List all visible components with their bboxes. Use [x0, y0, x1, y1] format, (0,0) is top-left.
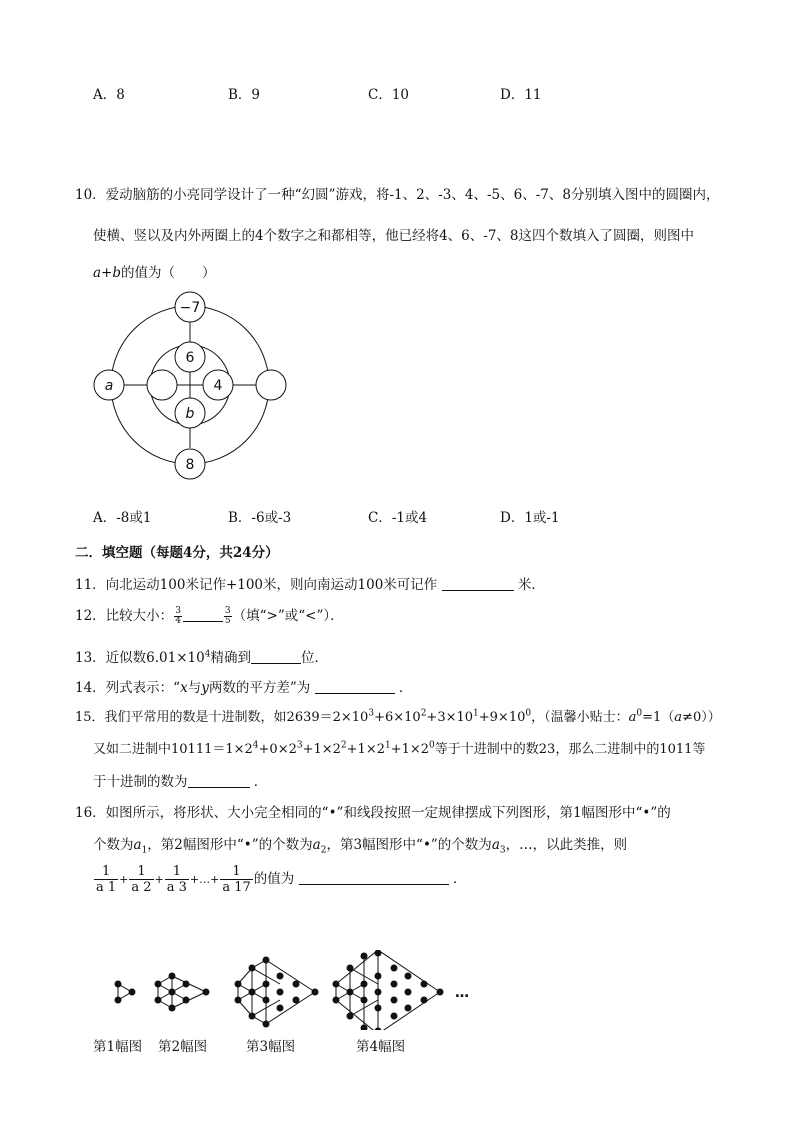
q12-prefix: 12．比较大小： — [75, 608, 174, 624]
q9-option-a: A．8 — [93, 87, 125, 103]
q12-answer-blank[interactable] — [183, 607, 223, 622]
q14-mid2: 两数的平方差”为 — [208, 680, 311, 696]
section-title: 二．填空题（每题4分，共24分） — [75, 545, 279, 561]
q12-fraction-2: $\frac{3}{5}$ — [224, 606, 231, 626]
q14-var-y: y — [201, 680, 209, 696]
figures-ellipsis: … — [455, 985, 469, 1001]
q16-line3-text: 的值为 — [253, 871, 295, 887]
q13-tail: 位． — [300, 650, 328, 666]
q14-prefix: 14．列式表示：“ — [75, 680, 181, 696]
q16-fraction-17: $\frac{1}{a 17}$ — [222, 864, 251, 895]
q16-line2: 个数为$a_1$，第2幅图形中“•”的个数为$a_2$，第3幅图形中“•”的个数为$a_3$，…，以此类推，则 — [93, 837, 628, 856]
q12 — [75, 604, 344, 626]
q16-line3-tail: ． — [452, 871, 467, 887]
q15-line1: 15．我们平常用的数是十进制数，如$2639=2\times 10^3+6\times 10^2+3\times 10^1+9\times 10^0$，（温馨小贴士：$a^0=1(a\ne 0)$） — [75, 708, 721, 725]
q14-tail: ． — [398, 680, 413, 696]
q9-option-b: B．9 — [228, 87, 261, 103]
q13-mid: 精确到 — [210, 650, 251, 666]
caption-figure-1: 第1幅图 — [93, 1039, 143, 1055]
q13-prefix: 13．近似数6.01×10 — [75, 650, 205, 666]
q14-mid1: 与 — [187, 680, 202, 696]
circle-inner-left — [147, 370, 177, 400]
q10-option-c: C．-1或4 — [368, 510, 428, 526]
q13-answer-blank[interactable] — [251, 649, 301, 664]
q16-fraction-3: $\frac{1}{a 3}$ — [166, 864, 187, 895]
circle-inner-bottom-label: b — [185, 406, 195, 422]
q16-line3: $\frac{1}{a 1}$ + $\frac{1}{a 2}$ + $\frac{1}{a 3}$ +…+ $\frac{1}{a 17}$ 的值为 ． — [96, 864, 467, 895]
caption-figure-2: 第2幅图 — [158, 1039, 208, 1055]
circle-left-label: a — [104, 378, 114, 394]
q15-line3-text: 于十进制的数为 — [93, 774, 188, 790]
figure-1 — [115, 981, 135, 1003]
circle-top-label: −7 — [179, 300, 201, 316]
q11-tail: 米． — [517, 577, 545, 593]
q11 — [75, 573, 545, 593]
q12-suffix: （填“>”或“<”）． — [232, 608, 344, 624]
q16-fraction-2: $\frac{1}{a 2}$ — [131, 864, 152, 895]
caption-figure-4: 第4幅图 — [356, 1039, 406, 1055]
circle-inner-right-label: 4 — [213, 378, 223, 394]
q15-line3-tail: ． — [253, 774, 268, 790]
q10-option-d: D．1或-1 — [500, 510, 560, 526]
q12-fraction-1: $\frac{3}{4}$ — [175, 606, 181, 626]
q14 — [75, 676, 412, 696]
caption-figure-3: 第3幅图 — [246, 1039, 296, 1055]
figure-2 — [155, 973, 209, 1011]
q14-answer-blank[interactable] — [315, 679, 395, 694]
figure-3 — [235, 957, 318, 1027]
q16-fraction-1: $\frac{1}{a 1}$ — [96, 864, 117, 895]
q14-var-x: x — [180, 680, 188, 696]
q16-line1: 16．如图所示，将形状、大小完全相同的“•”和线段按照一定规律摆成下列图形，第1幅图形中“•”的 — [75, 805, 671, 821]
q15-line3 — [93, 770, 267, 790]
q9-option-d: D．11 — [500, 87, 542, 103]
q13-exponent: 4 — [204, 649, 211, 660]
figure-4 — [333, 950, 443, 1030]
magic-circle-diagram — [90, 288, 295, 488]
q13 — [75, 646, 328, 666]
q10-option-a: A．-8或1 — [93, 510, 152, 526]
q10-line1: 10．爱动脑筋的小亮同学设计了一种“幻圆”游戏，将-1、2、-3、4、-5、6、-7、8分别填入图中的圆圈内， — [75, 187, 720, 203]
circle-inner-top-label: 6 — [185, 350, 195, 366]
q10-var-ab: a+b — [93, 265, 122, 281]
q10-option-b: B．-6或-3 — [228, 510, 292, 526]
q10-line2: 使横、竖以及内外两圈上的4个数字之和都相等，他已经将4、6、-7、8这四个数填入了圆圈，则图中 — [93, 228, 695, 244]
q15-answer-blank[interactable] — [188, 773, 250, 788]
q15-line2: 又如二进制中$10111=1\times 2^4+0\times 2^3+1\times 2^2+1\times 2^1+1\times 2^0$等于十进制中的数23，那么二进制中的1011等 — [93, 740, 706, 757]
dot-pattern-figures — [110, 950, 480, 1030]
circle-bottom-label: 8 — [185, 457, 195, 473]
q11-answer-blank[interactable] — [442, 576, 514, 591]
q10-line3 — [93, 261, 216, 281]
q11-text: 11．向北运动100米记作+100米，则向南运动100米可记作 — [75, 577, 438, 593]
q9-option-c: C．10 — [368, 87, 410, 103]
circle-right — [256, 370, 286, 400]
q16-answer-blank[interactable] — [299, 870, 449, 885]
q10-line3-rest: 的值为（ ） — [121, 265, 216, 281]
